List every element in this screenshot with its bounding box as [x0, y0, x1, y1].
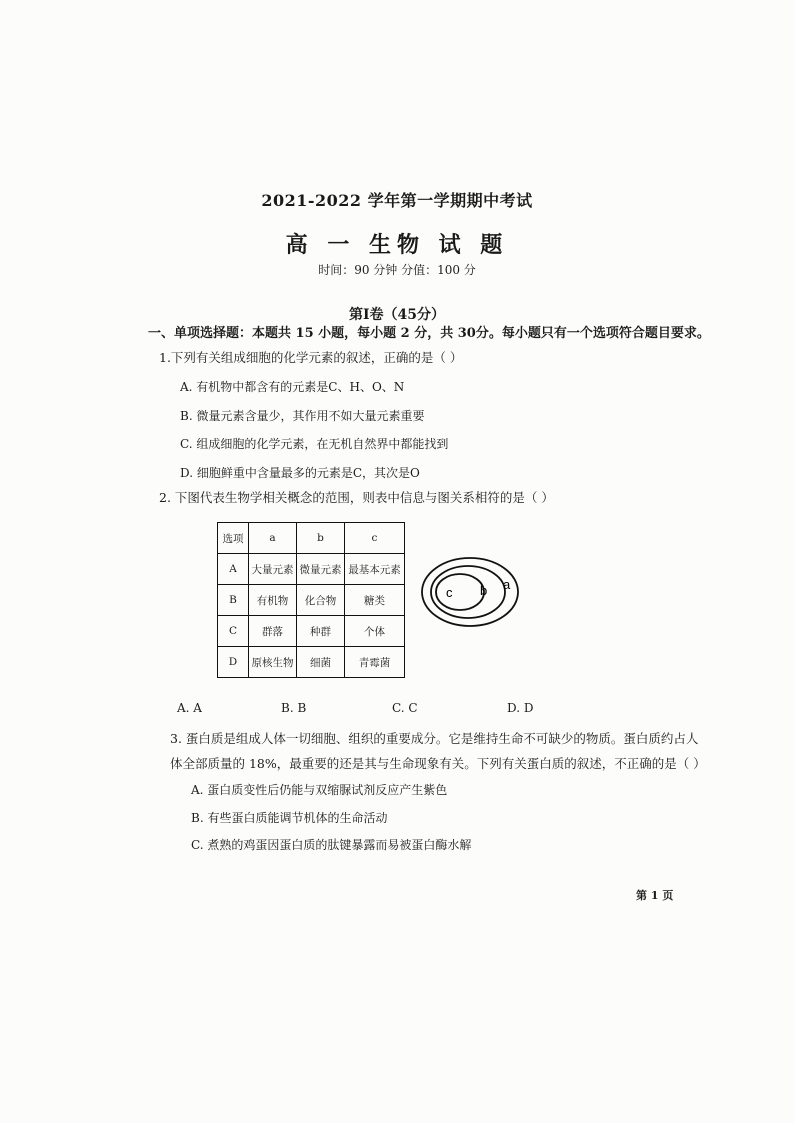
- q2-option-b: B. B: [281, 701, 307, 715]
- table-header-cell: a: [249, 523, 297, 554]
- table-cell: 糖类: [345, 585, 405, 616]
- section-instructions: 一、单项选择题：本题共 15 小题，每小题 2 分，共 30分。每小题只有一个选项符合题目要求。: [148, 326, 710, 341]
- table-cell: 群落: [249, 616, 297, 647]
- table-cell: D: [218, 647, 249, 678]
- section-title: 第Ⅰ卷（45分）: [348, 307, 446, 323]
- diagram-label-a: a: [503, 577, 511, 592]
- concept-nesting-diagram: [418, 552, 528, 632]
- table-cell: 有机物: [249, 585, 297, 616]
- table-cell: 大量元素: [249, 554, 297, 585]
- q1-option-d: D. 细胞鲜重中含量最多的元素是C，其次是O: [180, 466, 420, 480]
- table-cell: 青霉菌: [345, 647, 405, 678]
- table-cell: 化合物: [297, 585, 345, 616]
- table-header-row: [218, 523, 405, 554]
- subject-title: 高 一 生物 试 题: [285, 232, 509, 258]
- table-cell: 微量元素: [297, 554, 345, 585]
- table-header-cell: 选项: [218, 523, 249, 554]
- page-number: 第 1 页: [636, 889, 674, 902]
- table-cell: B: [218, 585, 249, 616]
- diagram-label-b: b: [480, 583, 488, 598]
- table-cell: 最基本元素: [345, 554, 405, 585]
- q3-option-b: B. 有些蛋白质能调节机体的生命活动: [191, 811, 388, 825]
- q1-option-a: A. 有机物中都含有的元素是C、H、O、N: [180, 380, 405, 394]
- table-row: [218, 616, 405, 647]
- table-row: [218, 585, 405, 616]
- q2-option-c: C. C: [392, 701, 418, 715]
- q1-option-b: B. 微量元素含量少，其作用不如大量元素重要: [180, 409, 425, 423]
- table-cell: C: [218, 616, 249, 647]
- table-cell: 种群: [297, 616, 345, 647]
- q2-option-d: D. D: [507, 701, 534, 715]
- q2-table: [217, 522, 405, 678]
- table-cell: 原核生物: [249, 647, 297, 678]
- diagram-label-c: c: [446, 585, 453, 600]
- q3-stem-line2: 体全部质量的 18%，最重要的还是其与生命现象有关。下列有关蛋白质的叙述，不正确的是（ ）: [170, 756, 706, 771]
- table-cell: A: [218, 554, 249, 585]
- q2-option-a: A. A: [177, 701, 202, 715]
- q2-stem: 2. 下图代表生物学相关概念的范围，则表中信息与图关系相符的是（ ）: [159, 490, 554, 505]
- table-cell: 细菌: [297, 647, 345, 678]
- q1-stem: 1.下列有关组成细胞的化学元素的叙述，正确的是（ ）: [159, 350, 463, 365]
- q3-stem-line1: 3. 蛋白质是组成人体一切细胞、组织的重要成分。它是维持生命不可缺少的物质。蛋白质约占人: [170, 731, 699, 746]
- exam-title: 2021-2022 学年第一学期期中考试: [261, 191, 533, 210]
- table-cell: 个体: [345, 616, 405, 647]
- ellipse-c: [436, 574, 484, 610]
- table-header-cell: c: [345, 523, 405, 554]
- q3-option-a: A. 蛋白质变性后仍能与双缩脲试剂反应产生紫色: [191, 783, 448, 797]
- exam-meta: 时间：90 分钟 分值：100 分: [318, 263, 476, 277]
- table-row: [218, 647, 405, 678]
- q1-option-c: C. 组成细胞的化学元素，在无机自然界中都能找到: [180, 437, 449, 451]
- table-row: [218, 554, 405, 585]
- q3-option-c: C. 煮熟的鸡蛋因蛋白质的肽键暴露而易被蛋白酶水解: [191, 838, 472, 852]
- ellipse-b: [431, 566, 505, 618]
- table-header-cell: b: [297, 523, 345, 554]
